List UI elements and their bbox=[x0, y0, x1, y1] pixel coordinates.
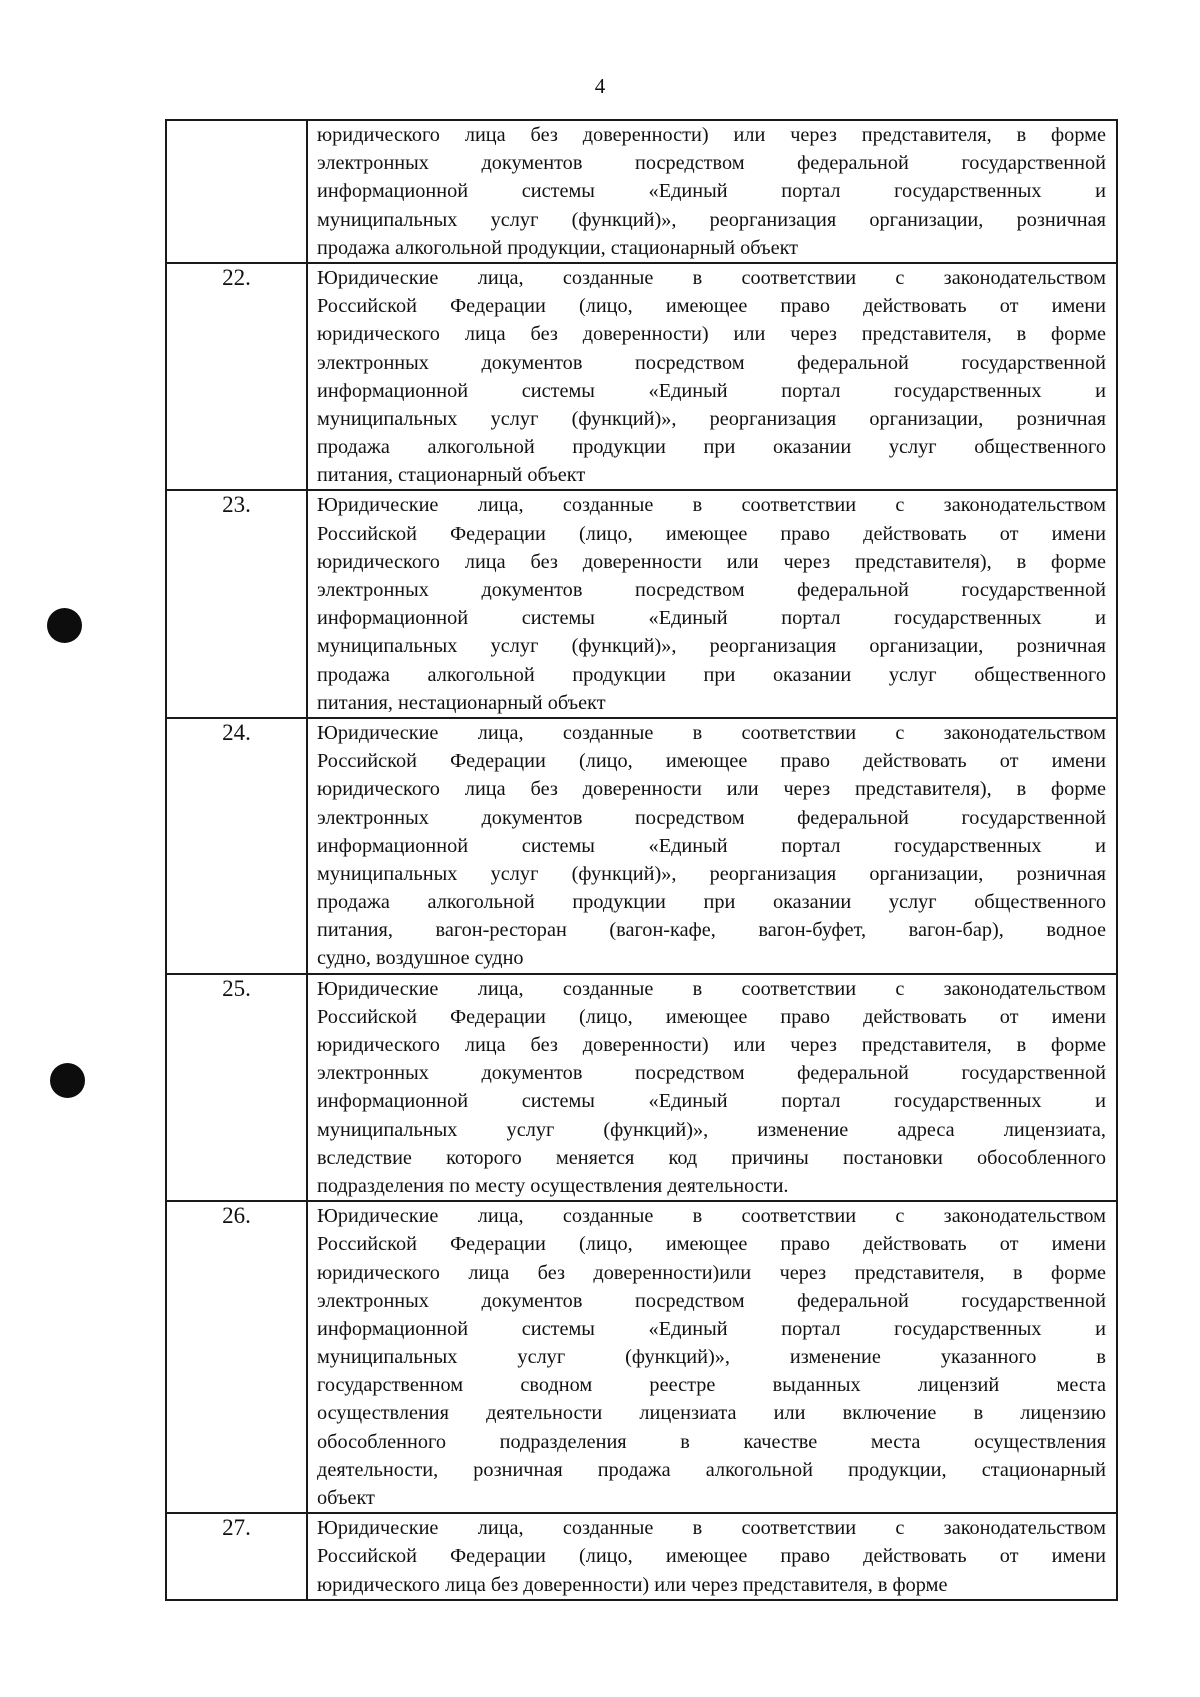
text-line: Юридические лица, созданные в соответствии с законодательством bbox=[317, 494, 1106, 517]
text-line: Юридические лица, созданные в соответствии с законодательством bbox=[317, 1517, 1106, 1540]
text-line: информационной системы «Единый портал государственных и bbox=[317, 180, 1106, 203]
row-number bbox=[166, 120, 307, 263]
text-line: Юридические лица, созданные в соответствии с законодательством bbox=[317, 977, 1106, 1000]
text-line: электронных документов посредством федеральной государственной bbox=[317, 579, 1106, 601]
row-description bbox=[307, 1201, 1117, 1513]
table-row bbox=[166, 1201, 1117, 1513]
text-line: юридического лица без доверенности) или через представителя, в форме bbox=[317, 124, 1106, 146]
text-line: муниципальных услуг (функций)», реорганизация организации, розничная bbox=[317, 635, 1106, 658]
text-line: муниципальных услуг (функций)», реорганизация организации, розничная bbox=[317, 407, 1106, 430]
punch-hole-lower bbox=[50, 1063, 85, 1098]
row-description bbox=[307, 974, 1117, 1202]
text-line: электронных документов посредством федеральной государственной bbox=[317, 351, 1106, 374]
text-line: обособленного подразделения в качестве места осуществления bbox=[317, 1430, 1106, 1453]
table-row bbox=[166, 490, 1117, 718]
row-number: 24. bbox=[166, 718, 307, 974]
text-line: юридического лица без доверенности или через представителя), в форме bbox=[317, 778, 1106, 801]
row-description bbox=[307, 718, 1117, 974]
text-line: юридического лица без доверенности или через представителя), в форме bbox=[317, 550, 1106, 573]
text-line: осуществления деятельности лицензиата или включение в лицензию bbox=[317, 1402, 1106, 1425]
text-line: деятельности, розничная продажа алкогольной продукции, стационарный bbox=[317, 1458, 1106, 1481]
row-number: 26. bbox=[166, 1201, 307, 1513]
text-line: Российской Федерации (лицо, имеющее право действовать от имени bbox=[317, 1005, 1106, 1028]
row-description bbox=[307, 1513, 1117, 1600]
text-line: питания, нестационарный объект bbox=[317, 691, 606, 714]
text-line: электронных документов посредством федеральной государственной bbox=[317, 806, 1106, 829]
table-row bbox=[166, 1513, 1117, 1600]
table-row bbox=[166, 974, 1117, 1202]
row-number: 22. bbox=[166, 263, 307, 491]
text-line: Российской Федерации (лицо, имеющее право действовать от имени bbox=[317, 295, 1106, 318]
text-line: муниципальных услуг (функций)», реорганизация организации, розничная bbox=[317, 208, 1106, 231]
row-description bbox=[307, 120, 1117, 263]
text-line: электронных документов посредством федеральной государственной bbox=[317, 152, 1106, 175]
text-line: питания, вагон-ресторан (вагон-кафе, вагон-буфет, вагон-бар), водное bbox=[317, 919, 1106, 942]
text-line: Российской Федерации (лицо, имеющее право действовать от имени bbox=[317, 750, 1106, 773]
text-line: электронных документов посредством федеральной государственной bbox=[317, 1062, 1106, 1085]
text-line: государственном сводном реестре выданных лицензий места bbox=[317, 1374, 1106, 1397]
text-line: муниципальных услуг (функций)», изменение указанного в bbox=[317, 1346, 1106, 1369]
row-number: 27. bbox=[166, 1513, 307, 1600]
table-row bbox=[166, 120, 1117, 263]
text-line: Юридические лица, созданные в соответствии с законодательством bbox=[317, 266, 1106, 289]
table-row bbox=[166, 718, 1117, 974]
text-line: подразделения по месту осуществления деятельности. bbox=[317, 1174, 789, 1197]
row-number: 25. bbox=[166, 974, 307, 1202]
text-line: вследствие которого меняется код причины постановки обособленного bbox=[317, 1146, 1106, 1169]
row-description bbox=[307, 490, 1117, 718]
text-line: Российской Федерации (лицо, имеющее право действовать от имени bbox=[317, 1545, 1106, 1568]
text-line: судно, воздушное судно bbox=[317, 947, 524, 970]
row-number: 23. bbox=[166, 490, 307, 718]
text-line: продажа алкогольной продукции, стационарный объект bbox=[317, 236, 799, 259]
text-line: информационной системы «Единый портал государственных и bbox=[317, 1090, 1106, 1113]
text-line: объект bbox=[317, 1487, 375, 1509]
text-line: информационной системы «Единый портал государственных и bbox=[317, 379, 1106, 402]
text-line: питания, стационарный объект bbox=[317, 464, 586, 487]
text-line: Юридические лица, созданные в соответствии с законодательством bbox=[317, 1205, 1106, 1228]
text-line: муниципальных услуг (функций)», реорганизация организации, розничная bbox=[317, 862, 1106, 885]
text-line: юридического лица без доверенности)или через представителя, в форме bbox=[317, 1261, 1106, 1284]
text-line: информационной системы «Единый портал государственных и bbox=[317, 1317, 1106, 1340]
row-description bbox=[307, 263, 1117, 491]
text-line: информационной системы «Единый портал государственных и bbox=[317, 607, 1106, 630]
text-line: Юридические лица, созданные в соответствии с законодательством bbox=[317, 721, 1106, 744]
text-line: электронных документов посредством федеральной государственной bbox=[317, 1289, 1106, 1312]
text-line: продажа алкогольной продукции при оказании услуг общественного bbox=[317, 436, 1106, 459]
text-line: Российской Федерации (лицо, имеющее право действовать от имени bbox=[317, 522, 1106, 545]
document-table bbox=[165, 119, 1118, 1601]
text-line: юридического лица без доверенности) или через представителя, в форме bbox=[317, 1034, 1106, 1056]
text-line: муниципальных услуг (функций)», изменение адреса лицензиата, bbox=[317, 1118, 1106, 1141]
text-line: информационной системы «Единый портал государственных и bbox=[317, 834, 1106, 857]
text-line: продажа алкогольной продукции при оказании услуг общественного bbox=[317, 663, 1106, 686]
text-line: юридического лица без доверенности) или через представителя, в форме bbox=[317, 323, 1106, 346]
page-number: 4 bbox=[594, 74, 606, 98]
text-line: юридического лица без доверенности) или через представителя, в форме bbox=[317, 1573, 948, 1596]
text-line: продажа алкогольной продукции при оказании услуг общественного bbox=[317, 891, 1106, 914]
punch-hole-upper bbox=[47, 608, 82, 643]
table-row bbox=[166, 263, 1117, 491]
text-line: Российской Федерации (лицо, имеющее право действовать от имени bbox=[317, 1233, 1106, 1256]
